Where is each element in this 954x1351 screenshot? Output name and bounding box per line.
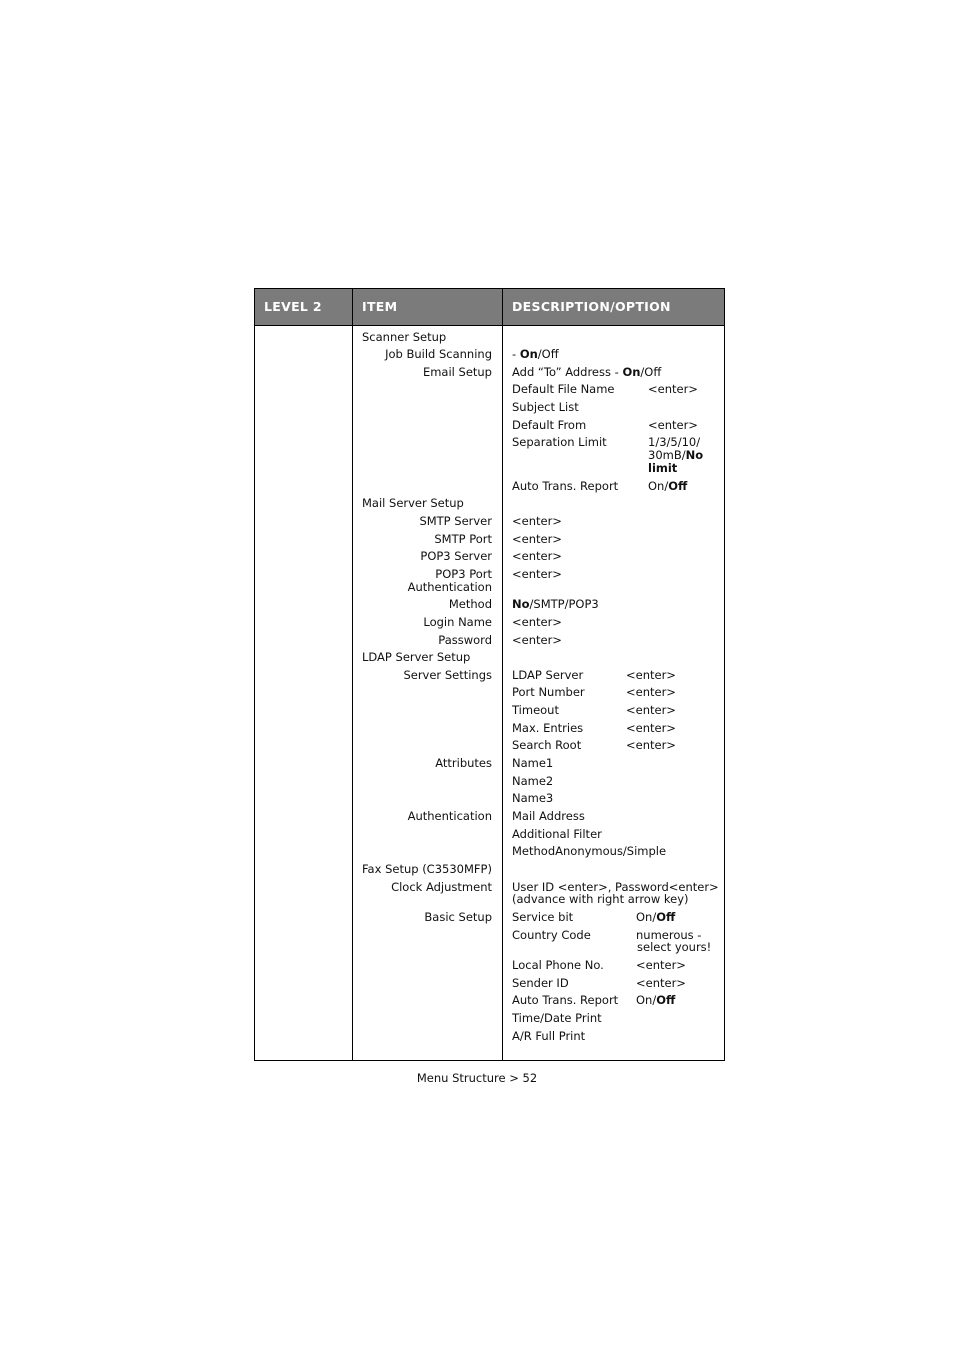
item-pop3-port: POP3 Port	[435, 567, 492, 581]
desc-enter: <enter>	[636, 976, 686, 990]
desc-auto-trans-report: Auto Trans. Report	[512, 993, 619, 1007]
item-authentication: Authentication	[407, 809, 492, 823]
item-clock-adjustment: Clock Adjustment	[391, 880, 492, 894]
table-header	[255, 289, 724, 326]
desc-enter: <enter>	[626, 738, 676, 752]
desc-separation-values: 30mB/No	[648, 448, 704, 462]
desc-auto-trans-report: Auto Trans. Report	[512, 479, 619, 493]
desc-search-root: Search Root	[512, 738, 582, 752]
desc-enter: <enter>	[626, 685, 676, 699]
page-footer: Menu Structure > 52	[416, 1071, 538, 1085]
desc-name1: Name1	[512, 756, 554, 770]
item-login-name: Login Name	[423, 615, 492, 629]
desc-service-bit: Service bit	[512, 910, 574, 924]
item-email-setup: Email Setup	[422, 365, 492, 379]
desc-enter: <enter>	[512, 567, 562, 581]
desc-sender-id: Sender ID	[512, 976, 569, 990]
desc-max-entries: Max. Entries	[512, 721, 584, 735]
desc-enter: <enter>	[512, 615, 562, 629]
item-authentication: Authentication	[407, 580, 492, 594]
desc-name2: Name2	[512, 774, 554, 788]
item-method: Method	[448, 597, 492, 611]
desc-on-off: On/Off	[636, 910, 676, 924]
desc-enter: <enter>	[636, 958, 686, 972]
desc-method: No/SMTP/POP3	[512, 597, 599, 611]
desc-numerous: numerous -	[636, 928, 702, 942]
desc-country-code: Country Code	[512, 928, 591, 942]
item-attributes: Attributes	[435, 756, 492, 770]
desc-name3: Name3	[512, 791, 554, 805]
desc-on-off: On/Off	[648, 479, 688, 493]
item-ldap-server-setup: LDAP Server Setup	[362, 650, 471, 664]
desc-enter: <enter>	[648, 418, 698, 432]
header-description: DESCRIPTION/OPTION	[512, 299, 671, 314]
desc-default-file-name: Default File Name	[512, 382, 615, 396]
item-pop3-server: POP3 Server	[420, 549, 492, 563]
desc-mail-address: Mail Address	[512, 809, 585, 823]
desc-separation-values: 1/3/5/10/	[648, 435, 701, 449]
desc-separation-values: limit	[648, 461, 678, 475]
desc-select-yours: select yours!	[637, 940, 712, 954]
desc-enter: <enter>	[512, 633, 562, 647]
desc-job-build: - On/Off	[512, 347, 559, 361]
desc-ldap-server: LDAP Server	[512, 668, 584, 682]
desc-local-phone: Local Phone No.	[512, 958, 604, 972]
item-server-settings: Server Settings	[403, 668, 492, 682]
item-smtp-port: SMTP Port	[434, 532, 492, 546]
desc-add-to-address: Add “To” Address - On/Off	[512, 365, 662, 379]
desc-separation-limit: Separation Limit	[512, 435, 607, 449]
desc-enter: <enter>	[512, 549, 562, 563]
column-divider	[352, 289, 353, 1060]
desc-user-id: User ID <enter>, Password<enter>	[512, 880, 719, 894]
item-basic-setup: Basic Setup	[424, 910, 492, 924]
header-level2: LEVEL 2	[264, 299, 322, 314]
item-smtp-server: SMTP Server	[419, 514, 492, 528]
desc-subject-list: Subject List	[512, 400, 579, 414]
desc-time-date-print: Time/Date Print	[512, 1011, 602, 1025]
item-scanner-setup: Scanner Setup	[362, 330, 447, 344]
item-mail-server-setup: Mail Server Setup	[362, 496, 464, 510]
item-password: Password	[438, 633, 492, 647]
desc-user-id-note: (advance with right arrow key)	[512, 892, 689, 906]
item-job-build-scanning: Job Build Scanning	[385, 347, 492, 361]
desc-timeout: Timeout	[512, 703, 559, 717]
column-divider	[502, 289, 503, 1060]
desc-enter: <enter>	[626, 721, 676, 735]
desc-ar-full-print: A/R Full Print	[512, 1029, 586, 1043]
item-fax-setup: Fax Setup (C3530MFP)	[362, 862, 492, 876]
desc-on-off: On/Off	[636, 993, 676, 1007]
desc-enter: <enter>	[512, 514, 562, 528]
header-item: ITEM	[362, 299, 398, 314]
desc-enter: <enter>	[648, 382, 698, 396]
desc-additional-filter: Additional Filter	[512, 827, 602, 841]
desc-method-anonymous: MethodAnonymous/Simple	[512, 844, 667, 858]
desc-default-from: Default From	[512, 418, 587, 432]
desc-enter: <enter>	[626, 668, 676, 682]
desc-enter: <enter>	[512, 532, 562, 546]
desc-enter: <enter>	[626, 703, 676, 717]
desc-port-number: Port Number	[512, 685, 585, 699]
